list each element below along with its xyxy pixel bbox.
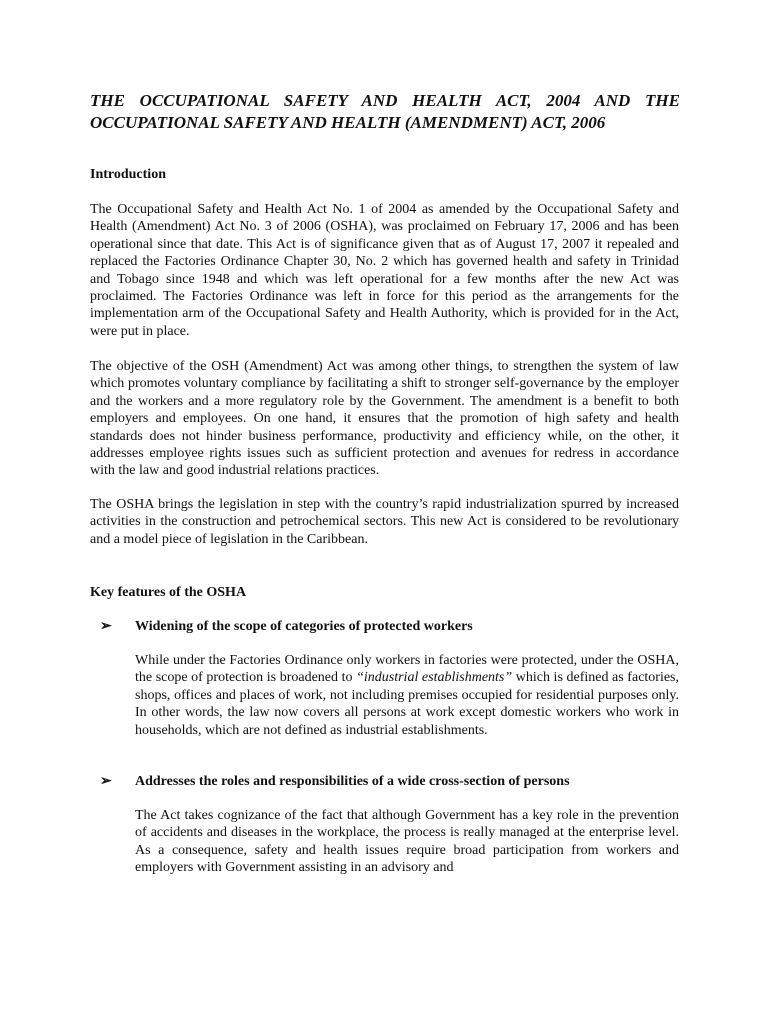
arrow-bullet-icon: ➢ (100, 619, 112, 634)
intro-paragraph-2: The objective of the OSH (Amendment) Act was among other things, to strengthen the system of law which promotes voluntary compliance by facilitating a shift to stronger self-governance by the employer and the workers and a more regulatory role by the Government. The amendment is a benefit to both employers and employees. On one hand, it ensures that the promotion of high safety and health standards does not hinder business performance, productivity and efficiency while, on the other, it addresses employee rights issues such as sufficient protection and avenues for redress in accordance with the law and good industrial relations practices. (90, 359, 679, 479)
document-title: THE OCCUPATIONAL SAFETY AND HEALTH ACT, 2004 AND THE OCCUPATIONAL SAFETY AND HEALTH (AMENDMENT) ACT, 2006 (90, 91, 680, 132)
intro-paragraph-1: The Occupational Safety and Health Act No. 1 of 2004 as amended by the Occupational Safety and Health (Amendment) Act No. 3 of 2006 (OSHA), was proclaimed on February 17, 2006 and has been operational since that date. This Act is of significance given that as of August 17, 2007 it repealed and replaced the Factories Ordinance Chapter 30, No. 2 which has governed health and safety in Trinidad and Tobago since 1948 and which was left operational for a few months after the new Act was proclaimed. The Factories Ordinance was left in force for this period as the arrangements for the implementation arm of the Occupational Safety and Health Authority, which is provided for in the Act, were put in place. (90, 202, 679, 339)
feature-text-2-before: The Act takes cognizance of the fact that although Government has a key role in the prevention of accidents and diseases in the workplace, the process is really managed at the enterprise level. As a consequence, safety and health issues require broad participation from workers and employers with Government assisting in an advisory and (135, 808, 679, 876)
feature-text-1-quote: “industrial establishments” (356, 670, 513, 686)
feature-text-1-before: While under the Factories Ordinance only workers in factories were protected, under the OSHA, the scope of protection is broadened to (135, 653, 679, 686)
key-features-heading: Key features of the OSHA (90, 585, 247, 600)
feature-label-1: Widening of the scope of categories of protected workers (135, 619, 473, 634)
introduction-heading: Introduction (90, 167, 166, 182)
feature-text-2 (135, 807, 679, 877)
feature-label-2: Addresses the roles and responsibilities of a wide cross-section of persons (135, 774, 570, 789)
feature-text-1 (135, 652, 679, 739)
arrow-bullet-icon: ➢ (100, 774, 112, 789)
feature-text-1-after: which is defined as factories, shops, offices and places of work, not including premises occupied for residential purposes only. In other words, the law now covers all persons at work except domestic workers who work in households, which are not defined as industrial establishments. (135, 670, 680, 738)
intro-paragraph-3: The OSHA brings the legislation in step with the country’s rapid industrialization spurred by increased activities in the construction and petrochemical sectors. This new Act is considered to be revolutionary and a model piece of legislation in the Caribbean. (90, 497, 679, 547)
